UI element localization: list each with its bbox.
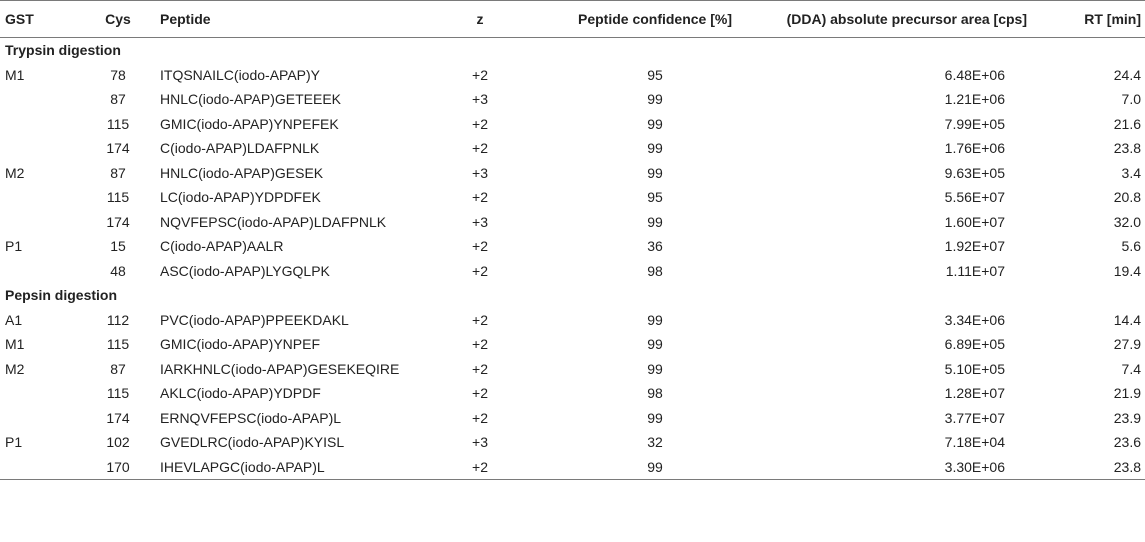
table-row — [0, 234, 1145, 259]
cell-z: +2 — [472, 115, 488, 132]
cell-peptide: LC(iodo-APAP)YDPDFEK — [160, 189, 321, 206]
cell-cys: 174 — [106, 213, 130, 230]
table-row — [0, 332, 1145, 357]
cell-gst: A1 — [5, 311, 23, 328]
cell-z: +3 — [472, 434, 488, 451]
cell-z: +3 — [472, 91, 488, 108]
cell-peptide: IHEVLAPGC(iodo-APAP)L — [160, 455, 430, 480]
cell-rt: 7.0 — [1121, 91, 1141, 108]
cell-cys: 112 — [106, 311, 130, 328]
cell-rt: 19.4 — [1113, 262, 1141, 279]
cell-peptide: C(iodo-APAP)LDAFPNLK — [160, 140, 320, 157]
cell-gst — [0, 406, 70, 431]
cell-cys: 170 — [70, 455, 160, 480]
cell-area: 7.99E+05 — [944, 115, 1005, 132]
table-row — [0, 259, 1145, 284]
cell-z: +2 — [472, 262, 488, 279]
cell-confidence: 32 — [647, 434, 663, 451]
cell-area: 1.11E+07 — [945, 262, 1005, 279]
table-header — [0, 1, 1145, 38]
cell-area: 3.34E+06 — [944, 311, 1005, 328]
table-body — [0, 38, 1145, 480]
cell-rt: 7.4 — [1121, 360, 1141, 377]
cell-peptide: GMIC(iodo-APAP)YNPEF — [160, 336, 320, 353]
section-title: Trypsin digestion — [5, 42, 121, 59]
cell-peptide: GMIC(iodo-APAP)YNPEFEK — [160, 115, 339, 132]
cell-gst: M1 — [5, 336, 25, 353]
cell-confidence: 99 — [647, 311, 663, 328]
cell-gst — [0, 136, 70, 161]
cell-z: +2 — [472, 66, 488, 83]
table-row — [0, 112, 1145, 137]
cell-rt: 3.4 — [1121, 164, 1141, 181]
header-gst: GST — [0, 1, 70, 38]
header-peptide: Peptide — [160, 1, 430, 38]
cell-gst — [0, 112, 70, 137]
cell-area: 5.10E+05 — [944, 360, 1005, 377]
cell-rt: 14.4 — [1113, 311, 1141, 328]
cell-cys: 174 — [106, 140, 130, 157]
cell-peptide: HNLC(iodo-APAP)GESEK — [160, 164, 324, 181]
cell-peptide: ERNQVFEPSC(iodo-APAP)L — [160, 409, 342, 426]
cell-cys: 78 — [110, 66, 126, 83]
cell-cys: 87 — [110, 91, 126, 108]
cell-z: +3 — [472, 164, 488, 181]
cell-gst — [0, 87, 70, 112]
cell-z: +3 — [472, 213, 488, 230]
cell-confidence: 99 — [647, 91, 663, 108]
cell-area: 3.77E+07 — [944, 409, 1005, 426]
header-z: z — [430, 1, 530, 38]
cell-z: +2 — [430, 455, 530, 480]
table-row — [0, 136, 1145, 161]
cell-rt: 23.8 — [1035, 455, 1145, 480]
cell-confidence: 99 — [647, 164, 663, 181]
header-cys: Cys — [70, 1, 160, 38]
table-row — [0, 63, 1145, 88]
table-row — [0, 455, 1145, 480]
cell-confidence: 95 — [647, 66, 663, 83]
section-row — [0, 283, 1145, 308]
cell-gst — [0, 455, 70, 480]
cell-rt: 32.0 — [1113, 213, 1141, 230]
cell-cys: 102 — [106, 434, 130, 451]
cell-confidence: 99 — [530, 455, 780, 480]
cell-peptide: HNLC(iodo-APAP)GETEEEK — [160, 91, 342, 108]
cell-area: 6.89E+05 — [944, 336, 1005, 353]
cell-area: 7.18E+04 — [944, 434, 1005, 451]
cell-confidence: 95 — [647, 189, 663, 206]
cell-gst: P1 — [5, 238, 23, 255]
section-title: Pepsin digestion — [5, 287, 118, 304]
cell-area: 5.56E+07 — [944, 189, 1005, 206]
cell-z: +2 — [472, 409, 488, 426]
cell-gst: M2 — [5, 360, 25, 377]
header-confidence: Peptide confidence [%] — [530, 1, 780, 38]
cell-confidence: 99 — [647, 140, 663, 157]
cell-z: +2 — [472, 238, 488, 255]
cell-z: +2 — [472, 385, 488, 402]
cell-peptide: ASC(iodo-APAP)LYGQLPK — [160, 262, 330, 279]
cell-cys: 48 — [110, 262, 126, 279]
table-row — [0, 308, 1145, 333]
cell-z: +2 — [472, 311, 488, 328]
cell-cys: 115 — [106, 336, 130, 353]
table-row — [0, 185, 1145, 210]
cell-cys: 87 — [110, 164, 126, 181]
cell-peptide: AKLC(iodo-APAP)YDPDF — [160, 385, 321, 402]
cell-peptide: ITQSNAILC(iodo-APAP)Y — [160, 66, 321, 83]
cell-cys: 87 — [110, 360, 126, 377]
cell-confidence: 99 — [647, 360, 663, 377]
cell-rt: 27.9 — [1113, 336, 1141, 353]
cell-cys: 174 — [106, 409, 130, 426]
section-row — [0, 38, 1145, 63]
table-row — [0, 381, 1145, 406]
cell-rt: 24.4 — [1113, 66, 1141, 83]
cell-peptide: IARKHNLC(iodo-APAP)GESEKEQIRE — [160, 360, 400, 377]
cell-peptide: C(iodo-APAP)AALR — [160, 238, 284, 255]
cell-gst: P1 — [5, 434, 23, 451]
cell-rt: 23.6 — [1113, 434, 1141, 451]
cell-cys: 115 — [106, 385, 130, 402]
cell-area: 3.30E+06 — [780, 455, 1035, 480]
cell-area: 6.48E+06 — [944, 66, 1005, 83]
cell-confidence: 99 — [647, 213, 663, 230]
cell-cys: 115 — [106, 115, 130, 132]
cell-area: 1.92E+07 — [944, 238, 1005, 255]
cell-confidence: 36 — [647, 238, 663, 255]
cell-rt: 23.9 — [1113, 409, 1141, 426]
table-row — [0, 210, 1145, 235]
cell-rt: 5.6 — [1121, 238, 1141, 255]
cell-z: +2 — [472, 140, 488, 157]
header-rt: RT [min] — [1035, 1, 1145, 38]
cell-z: +2 — [472, 189, 488, 206]
cell-peptide: GVEDLRC(iodo-APAP)KYISL — [160, 434, 345, 451]
cell-z: +2 — [472, 336, 488, 353]
cell-rt: 21.6 — [1113, 115, 1141, 132]
cell-area: 1.60E+07 — [944, 213, 1005, 230]
header-area: (DDA) absolute precursor area [cps] — [780, 1, 1035, 38]
cell-area: 9.63E+05 — [944, 164, 1005, 181]
table-row — [0, 406, 1145, 431]
table-row — [0, 357, 1145, 382]
cell-cys: 115 — [106, 189, 130, 206]
table-row — [0, 161, 1145, 186]
cell-gst: M1 — [5, 66, 25, 83]
cell-area: 1.21E+06 — [944, 91, 1005, 108]
cell-confidence: 99 — [647, 115, 663, 132]
cell-confidence: 98 — [647, 262, 663, 279]
cell-rt: 20.8 — [1113, 189, 1141, 206]
cell-confidence: 99 — [647, 409, 663, 426]
cell-z: +2 — [472, 360, 488, 377]
cell-gst — [0, 185, 70, 210]
cell-area: 1.76E+06 — [944, 140, 1005, 157]
table-row — [0, 430, 1145, 455]
cell-gst — [0, 259, 70, 284]
cell-peptide: NQVFEPSC(iodo-APAP)LDAFPNLK — [160, 213, 387, 230]
cell-gst — [0, 381, 70, 406]
cell-cys: 15 — [110, 238, 126, 255]
cell-area: 1.28E+07 — [944, 385, 1005, 402]
cell-gst — [0, 210, 70, 235]
cell-rt: 23.8 — [1113, 140, 1141, 157]
table-row — [0, 87, 1145, 112]
cell-peptide: PVC(iodo-APAP)PPEEKDAKL — [160, 311, 349, 328]
cell-confidence: 99 — [647, 336, 663, 353]
cell-confidence: 98 — [647, 385, 663, 402]
cell-gst: M2 — [5, 164, 25, 181]
cell-rt: 21.9 — [1113, 385, 1141, 402]
